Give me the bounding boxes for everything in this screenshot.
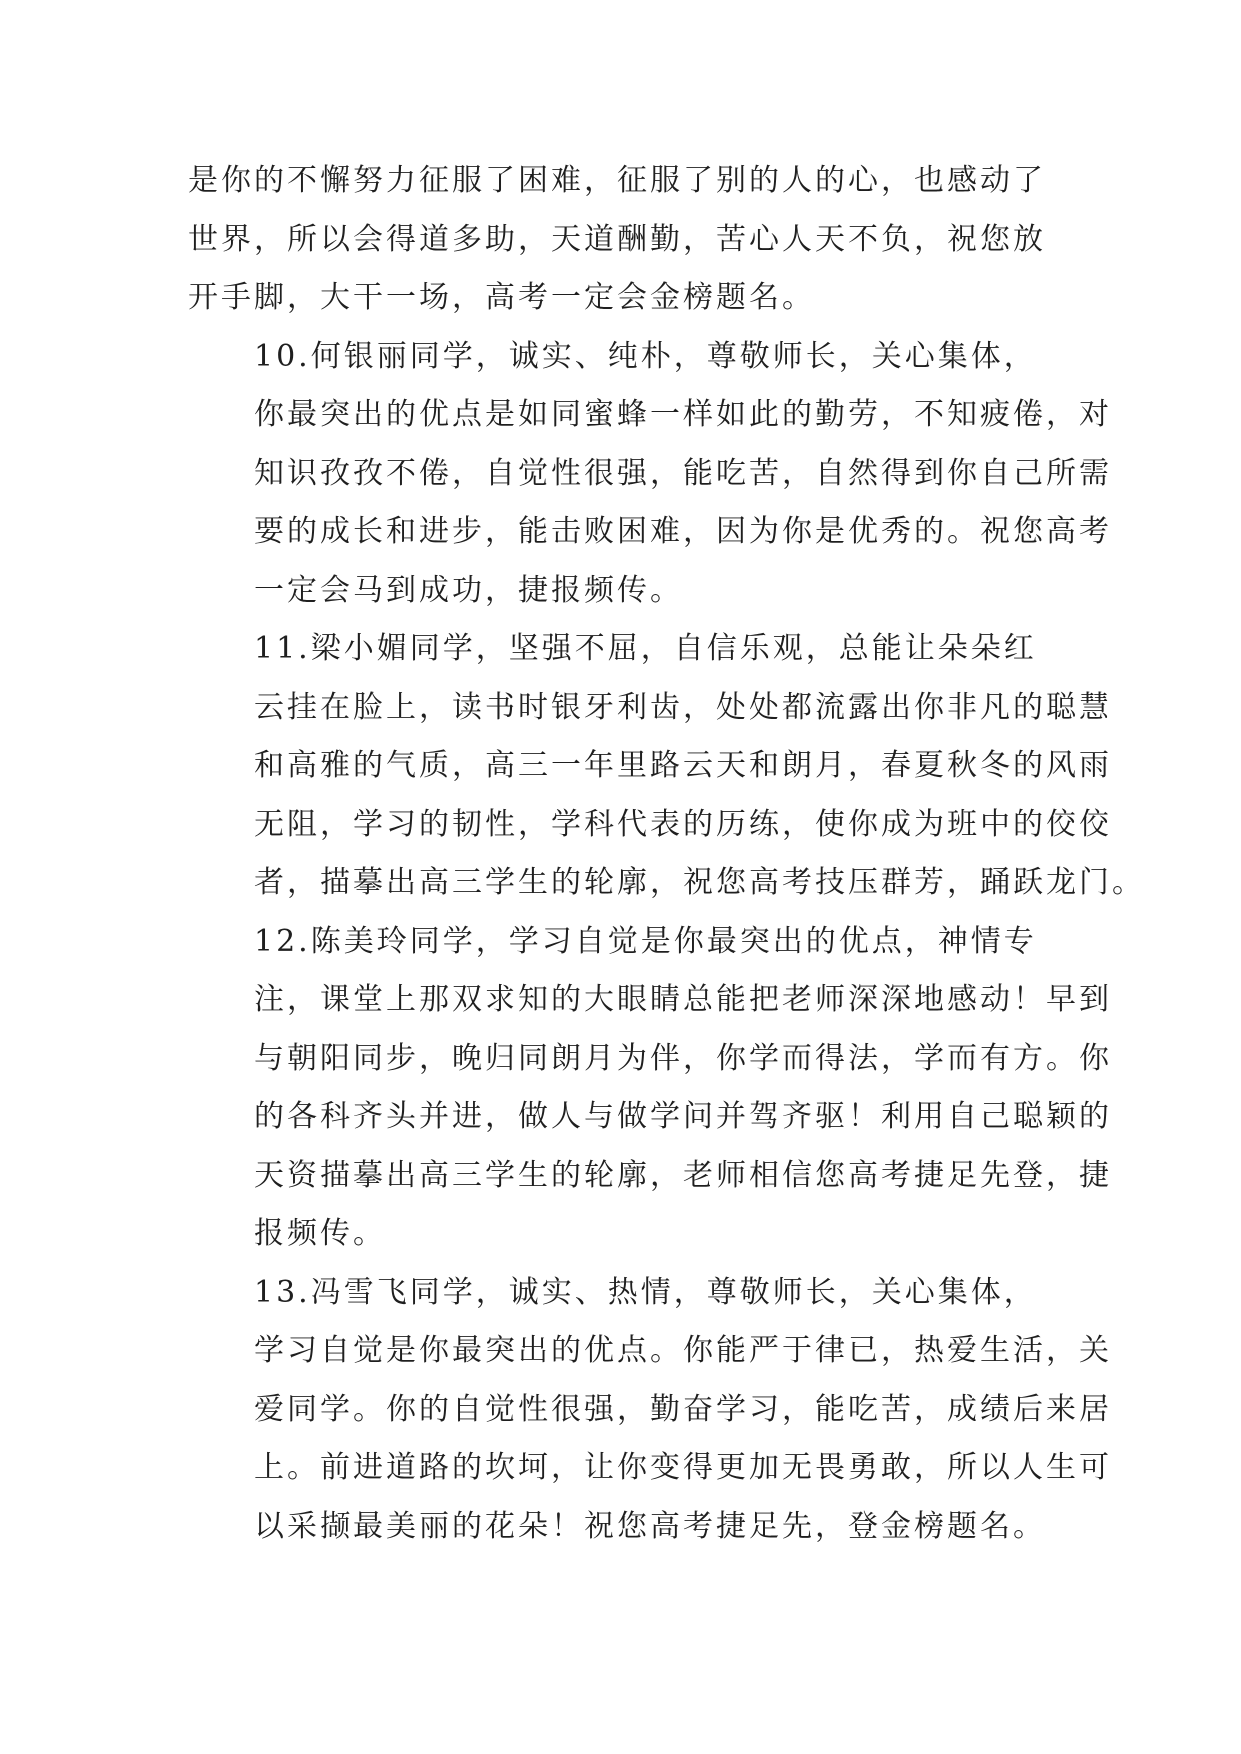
text-line: 者，描摹出高三学生的轮廓，祝您高考技压群芳，踊跃龙门。: [254, 865, 1145, 900]
text-line: 11.梁小媚同学，坚强不屈，自信乐观，总能让朵朵红: [254, 631, 1037, 666]
text-line: 知识孜孜不倦，自觉性很强，能吃苦，自然得到你自己所需: [254, 455, 1112, 491]
paragraph-item-12: [188, 913, 1112, 1264]
paragraph-continuation: [188, 152, 1054, 328]
text-line: 与朝阳同步，晚归同朗月为伴，你学而得法，学而有方。你: [254, 1040, 1112, 1076]
text-line: 上。前进道路的坎坷，让你变得更加无畏勇敢，所以人生可: [254, 1450, 1112, 1485]
text-line: 开手脚，大干一场，高考一定会金榜题名。: [188, 280, 815, 315]
text-line: 的各科齐头并进，做人与做学问并驾齐驱！利用自己聪颖的: [254, 1099, 1112, 1134]
text-line: 要的成长和进步，能击败困难，因为你是优秀的。祝您高考: [254, 514, 1112, 549]
text-line: 天资描摹出高三学生的轮廓，老师相信您高考捷足先登，捷: [254, 1157, 1112, 1193]
text-line: 无阻，学习的韧性，学科代表的历练，使你成为班中的佼佼: [254, 806, 1112, 842]
paragraph-item-11: [188, 620, 1145, 913]
document-body: [188, 152, 1145, 1556]
text-line: 爱同学。你的自觉性很强，勤奋学习，能吃苦，成绩后来居: [254, 1391, 1112, 1427]
text-line: 注，课堂上那双求知的大眼睛总能把老师深深地感动！早到: [254, 982, 1112, 1017]
text-line: 13.冯雪飞同学，诚实、热情，尊敬师长，关心集体，: [254, 1274, 1037, 1310]
text-line: 世界，所以会得道多助，天道酬勤，苦心人天不负，祝您放: [188, 221, 1046, 257]
text-line: 和高雅的气质，高三一年里路云天和朗月，春夏秋冬的风雨: [254, 748, 1112, 783]
text-line: 你最突出的优点是如同蜜蜂一样如此的勤劳，不知疲倦，对: [254, 397, 1112, 432]
text-line: 一定会马到成功，捷报频传。: [254, 572, 683, 608]
text-line: 报频传。: [254, 1216, 386, 1251]
text-line: 10.何银丽同学，诚实、纯朴，尊敬师长，关心集体，: [254, 338, 1037, 374]
text-line: 以采撷最美丽的花朵！祝您高考捷足先，登金榜题名。: [254, 1508, 1046, 1544]
text-line: 是你的不懈努力征服了困难，征服了别的人的心，也感动了: [188, 163, 1046, 198]
paragraph-item-13: [188, 1264, 1112, 1557]
text-line: 云挂在脸上，读书时银牙利齿，处处都流露出你非凡的聪慧: [254, 689, 1112, 725]
text-line: 学习自觉是你最突出的优点。你能严于律已，热爱生活，关: [254, 1333, 1112, 1368]
text-line: 12.陈美玲同学，学习自觉是你最突出的优点，神情专: [254, 923, 1037, 959]
paragraph-item-10: [188, 328, 1112, 621]
